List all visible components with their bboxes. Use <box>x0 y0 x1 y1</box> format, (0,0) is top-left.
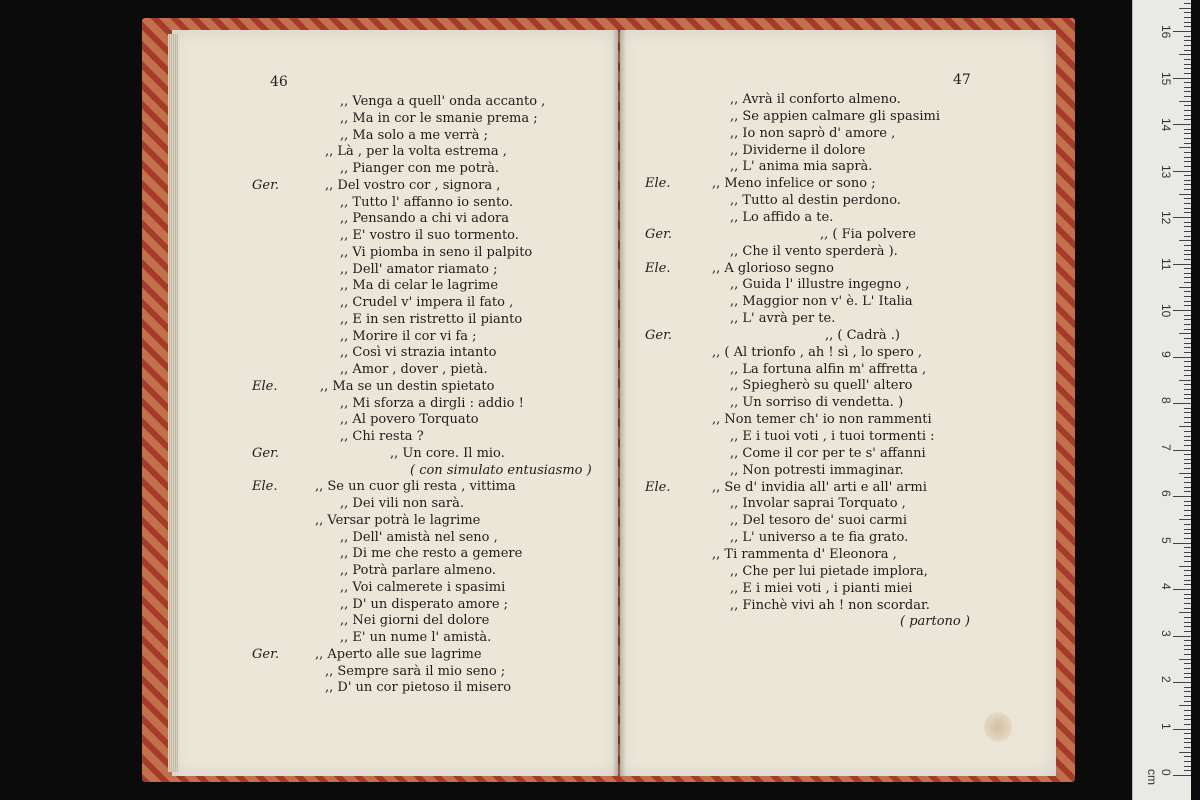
ruler-tick <box>1184 268 1191 269</box>
ruler-label: 2 <box>1159 676 1173 683</box>
verse-line: ,, Dividerne il dolore <box>730 142 866 158</box>
verse-line: ,, L' anima mia saprà. <box>730 159 873 175</box>
ruler-tick <box>1179 194 1191 195</box>
ruler-tick <box>1184 501 1191 502</box>
ruler-tick <box>1184 273 1191 274</box>
ruler-tick <box>1184 570 1191 571</box>
verse-line: ,, A glorioso segno <box>712 260 834 276</box>
ruler-label: 14 <box>1159 118 1173 132</box>
ruler-tick <box>1184 133 1191 134</box>
ruler-tick <box>1184 454 1191 455</box>
ruler-tick <box>1184 45 1191 46</box>
verse-line: ,, Ti rammenta d' Eleonora , <box>712 546 897 562</box>
speaker-label: Ger. <box>252 177 279 193</box>
ruler-tick <box>1173 217 1191 218</box>
ruler-tick <box>1184 594 1191 595</box>
ruler-tick <box>1184 282 1191 283</box>
ruler-tick <box>1179 659 1191 660</box>
verse-line: ,, E' un nume l' amistà. <box>340 630 492 645</box>
ruler-tick <box>1184 710 1191 711</box>
verse-line: ,, Tutto al destin perdono. <box>730 193 901 209</box>
ruler-tick <box>1184 73 1191 74</box>
ruler-tick <box>1184 398 1191 399</box>
ruler-tick <box>1184 189 1191 190</box>
ruler-tick <box>1184 338 1191 339</box>
ruler-tick <box>1184 184 1191 185</box>
ruler-label: 0 cm <box>1145 769 1173 785</box>
ruler-tick <box>1184 701 1191 702</box>
ruler-tick <box>1184 463 1191 464</box>
ruler-tick <box>1184 696 1191 697</box>
ruler-label: 4 <box>1159 583 1173 590</box>
ruler-tick <box>1184 305 1191 306</box>
verse-line: ,, Nei giorni del dolore <box>340 613 490 629</box>
ruler-tick <box>1184 236 1191 237</box>
ruler-tick <box>1184 487 1191 488</box>
ruler-tick <box>1184 603 1191 604</box>
verse-line: ,, Dei vili non sarà. <box>340 496 464 511</box>
verse-line: ,, Meno infelice or sono ; <box>712 176 876 192</box>
verse-line: ,, ( Al trionfo , ah ! sì , lo spero , <box>712 344 923 360</box>
ruler-tick <box>1179 473 1191 474</box>
ruler-tick <box>1184 622 1191 623</box>
ruler-tick <box>1184 375 1191 376</box>
ruler-tick <box>1184 529 1191 530</box>
ruler-tick <box>1184 245 1191 246</box>
ruler-tick <box>1184 36 1191 37</box>
ruler-tick <box>1184 291 1191 292</box>
verse-line: ,, E i miei voti , i pianti miei <box>730 580 913 596</box>
verse-line: ( partono ) <box>900 614 970 630</box>
ruler-tick <box>1173 775 1191 776</box>
ruler-tick <box>1184 161 1191 162</box>
ruler-label: 1 <box>1159 722 1173 730</box>
ruler-tick <box>1184 366 1191 367</box>
ruler-tick <box>1184 315 1191 316</box>
verse-line: ,, Voi calmerete i spasimi <box>340 579 506 595</box>
verse-line: ,, Io non saprò d' amore , <box>730 125 896 141</box>
ruler-tick <box>1184 459 1191 460</box>
ruler-tick <box>1184 505 1191 506</box>
speaker-label: Ele. <box>645 260 671 276</box>
ruler-tick <box>1173 496 1191 497</box>
ruler-label: 16 <box>1159 25 1173 39</box>
speaker-label: Ele. <box>645 176 671 192</box>
ruler-tick <box>1173 310 1191 311</box>
ruler-label: 12 <box>1159 211 1173 225</box>
ruler-tick <box>1184 82 1191 83</box>
ruler-tick <box>1184 468 1191 469</box>
ruler-tick <box>1184 208 1191 209</box>
ruler-tick <box>1184 175 1191 176</box>
ruler-label: 15 <box>1159 71 1173 85</box>
verse-line: ,, Aperto alle sue lagrime <box>315 646 482 662</box>
verse-line: ,, Come il cor per te s' affanni <box>730 445 926 461</box>
verse-line: ,, La fortuna alfin m' affretta , <box>730 361 927 377</box>
ruler-tick <box>1184 515 1191 516</box>
verse-line: ,, Un core. Il mio. <box>390 445 505 461</box>
ruler-tick <box>1184 756 1191 757</box>
ruler-tick <box>1179 612 1191 613</box>
ruler-tick <box>1184 431 1191 432</box>
ruler-tick <box>1184 119 1191 120</box>
ruler-tick <box>1184 129 1191 130</box>
verse-line: ,, E i tuoi voti , i tuoi tormenti : <box>730 429 935 444</box>
ruler-tick <box>1184 547 1191 548</box>
verse-line: ,, Che per lui pietade implora, <box>730 563 928 579</box>
ruler-tick <box>1184 733 1191 734</box>
ruler-tick <box>1179 566 1191 567</box>
ruler-tick <box>1184 626 1191 627</box>
ruler-tick <box>1184 17 1191 18</box>
ruler-tick <box>1184 64 1191 65</box>
speaker-label: Ele. <box>252 378 278 394</box>
verse-line: ,, Sempre sarà il mio seno ; <box>325 663 506 679</box>
ruler-tick <box>1184 301 1191 302</box>
ruler-tick <box>1184 445 1191 446</box>
ruler-tick <box>1184 40 1191 41</box>
verse-line: ,, Del tesoro de' suoi carmi <box>730 513 908 529</box>
verse-line: ,, Di me che resto a gemere <box>340 546 523 562</box>
ruler-tick <box>1184 96 1191 97</box>
verse-line: ,, Versar potrà le lagrime <box>315 512 481 528</box>
ruler-tick <box>1184 296 1191 297</box>
ruler-tick <box>1184 715 1191 716</box>
verse-line: ,, Morire il cor vi fa ; <box>340 328 477 344</box>
verse-line: ,, Se un cuor gli resta , vittima <box>315 479 516 495</box>
verse-line: ,, Pianger con me potrà. <box>340 161 500 176</box>
verse-line: ,, Lo affido a te. <box>730 209 834 225</box>
verse-line: ,, E in sen ristretto il pianto <box>340 311 523 327</box>
ruler-tick <box>1184 436 1191 437</box>
verse-line: ,, Maggior non v' è. L' Italia <box>730 294 913 310</box>
ruler-tick <box>1184 408 1191 409</box>
ruler-tick <box>1184 138 1191 139</box>
ruler-tick <box>1184 412 1191 413</box>
speaker-label: Ele. <box>645 479 671 495</box>
ruler-tick <box>1184 738 1191 739</box>
ruler-tick <box>1173 543 1191 544</box>
ruler-tick <box>1184 673 1191 674</box>
ruler-tick <box>1184 198 1191 199</box>
ruler-tick <box>1184 87 1191 88</box>
ruler-tick <box>1173 682 1191 683</box>
verse-line: ,, E' vostro il suo tormento. <box>340 228 519 243</box>
ruler-tick <box>1184 724 1191 725</box>
ruler-tick <box>1173 450 1191 451</box>
verse-line: ,, D' un cor pietoso il misero <box>325 680 512 696</box>
ruler-tick <box>1184 361 1191 362</box>
ruler-tick <box>1184 538 1191 539</box>
verse-line: ,, D' un disperato amore ; <box>340 596 509 612</box>
verse-line: ,, Al povero Torquato <box>340 412 479 428</box>
speaker-label: Ger. <box>645 226 672 242</box>
verse-line: ,, Avrà il conforto almeno. <box>730 92 901 107</box>
ruler-label: 10 <box>1159 304 1173 318</box>
ruler-tick <box>1184 663 1191 664</box>
verse-line: ,, Crudel v' impera il fato , <box>340 295 514 310</box>
verse-line: ,, ( Cadrà .) <box>825 327 900 343</box>
verse-line: ,, Spiegherò su quell' altero <box>730 378 913 394</box>
ruler-tick <box>1184 691 1191 692</box>
ruler-tick <box>1184 608 1191 609</box>
ruler-tick <box>1184 524 1191 525</box>
ruler-tick <box>1184 26 1191 27</box>
speaker-label: Ger. <box>645 327 672 343</box>
ruler-tick <box>1184 12 1191 13</box>
ruler-tick <box>1184 556 1191 557</box>
ruler-tick <box>1184 384 1191 385</box>
ruler-tick <box>1173 171 1191 172</box>
verse-line: ,, Mi sforza a dirgli : addio ! <box>340 395 524 411</box>
ruler-tick <box>1184 510 1191 511</box>
verse-line: ,, Se appien calmare gli spasimi <box>730 108 941 124</box>
ruler-tick <box>1184 654 1191 655</box>
ruler-tick <box>1184 598 1191 599</box>
ruler-tick <box>1184 649 1191 650</box>
ruler-tick <box>1179 147 1191 148</box>
verse-line: ,, L' avrà per te. <box>730 311 836 327</box>
verse-line: ,, Tutto l' affanno io sento. <box>340 194 513 210</box>
ruler-label: 5 <box>1159 536 1173 544</box>
ruler-tick <box>1184 212 1191 213</box>
verse-line: ,, Non temer ch' io non rammenti <box>712 412 932 428</box>
verse-line: ,, Se d' invidia all' arti e all' armi <box>712 479 927 495</box>
ruler-tick <box>1184 115 1191 116</box>
verse-line: ,, Potrà parlare almeno. <box>340 563 497 578</box>
ruler-label: 11 <box>1159 257 1173 270</box>
ruler-tick <box>1184 277 1191 278</box>
verse-line: ,, Del vostro cor , signora , <box>325 177 501 193</box>
ruler-tick <box>1184 166 1191 167</box>
ruler-tick <box>1184 226 1191 227</box>
ruler-tick <box>1184 250 1191 251</box>
measurement-ruler <box>1132 0 1191 800</box>
ruler-tick <box>1184 3 1191 4</box>
verse-line: ( con simulato entusiasmo ) <box>410 462 592 478</box>
verse-line: ,, Ma se un destin spietato <box>320 378 495 394</box>
ruler-tick <box>1184 719 1191 720</box>
ruler-tick <box>1184 370 1191 371</box>
ruler-tick <box>1184 491 1191 492</box>
ruler-tick <box>1173 124 1191 125</box>
ruler-tick <box>1184 231 1191 232</box>
ruler-tick <box>1173 264 1191 265</box>
verse-line: ,, Venga a quell' onda accanto , <box>340 94 546 109</box>
ruler-tick <box>1184 617 1191 618</box>
verse-line: ,, Là , per la volta estrema , <box>325 144 507 160</box>
verse-line: ,, Così vi strazia intanto <box>340 345 497 361</box>
ruler-tick <box>1184 552 1191 553</box>
ruler-label: 8 <box>1159 397 1173 404</box>
book-gutter <box>612 30 626 776</box>
ruler-tick <box>1173 357 1191 358</box>
ruler-tick <box>1184 329 1191 330</box>
verse-line: ,, Dell' amistà nel seno , <box>340 529 498 545</box>
ruler-tick <box>1184 747 1191 748</box>
ruler-tick <box>1184 394 1191 395</box>
ruler-tick <box>1184 770 1191 771</box>
page-edges <box>168 34 178 772</box>
ruler-tick <box>1179 54 1191 55</box>
ruler-tick <box>1184 440 1191 441</box>
ruler-tick <box>1184 254 1191 255</box>
verse-line: ,, Involar saprai Torquato , <box>730 496 906 512</box>
verse-line: ,, Che il vento sperderà ). <box>730 243 898 259</box>
verse-line: ,, Amor , dover , pietà. <box>340 362 488 377</box>
paper-stain <box>984 712 1012 742</box>
speaker-label: Ger. <box>252 646 279 662</box>
ruler-tick <box>1173 31 1191 32</box>
verse-line: ,, Guida l' illustre ingegno , <box>730 277 910 293</box>
ruler-tick <box>1184 761 1191 762</box>
ruler-tick <box>1184 59 1191 60</box>
verse-line: ,, Un sorriso di vendetta. ) <box>730 395 904 411</box>
ruler-label: 7 <box>1159 443 1173 451</box>
ruler-tick <box>1173 403 1191 404</box>
ruler-tick <box>1184 259 1191 260</box>
ruler-tick <box>1184 22 1191 23</box>
ruler-label: 9 <box>1159 350 1173 358</box>
ruler-tick <box>1179 240 1191 241</box>
ruler-tick <box>1184 180 1191 181</box>
ruler-tick <box>1173 589 1191 590</box>
ruler-tick <box>1184 580 1191 581</box>
verse-line: ,, ( Fia polvere <box>820 226 916 242</box>
ruler-label: 6 <box>1159 490 1173 497</box>
ruler-tick <box>1179 101 1191 102</box>
ruler-tick <box>1184 143 1191 144</box>
verse-line: ,, L' universo a te fia grato. <box>730 530 909 546</box>
ruler-tick <box>1184 352 1191 353</box>
ruler-tick <box>1184 343 1191 344</box>
ruler-tick <box>1184 389 1191 390</box>
verse-line: ,, Ma in cor le smanie prema ; <box>340 110 538 126</box>
ruler-tick <box>1184 645 1191 646</box>
ruler-tick <box>1184 640 1191 641</box>
ruler-tick <box>1184 152 1191 153</box>
ruler-tick <box>1184 631 1191 632</box>
ruler-tick <box>1179 287 1191 288</box>
ruler-tick <box>1184 324 1191 325</box>
verse-line: ,, Finchè vivi ah ! non scordar. <box>730 597 930 613</box>
verse-line: ,, Non potresti immaginar. <box>730 462 904 478</box>
page-number-left: 46 <box>270 74 288 90</box>
ruler-tick <box>1179 8 1191 9</box>
ruler-tick <box>1184 766 1191 767</box>
ruler-tick <box>1173 729 1191 730</box>
ruler-tick <box>1184 482 1191 483</box>
page-number-right: 47 <box>953 72 971 88</box>
ruler-tick <box>1173 78 1191 79</box>
ruler-tick <box>1173 636 1191 637</box>
ruler-tick <box>1184 157 1191 158</box>
ruler-tick <box>1179 426 1191 427</box>
ruler-tick <box>1184 222 1191 223</box>
ruler-tick <box>1184 561 1191 562</box>
ruler-tick <box>1184 417 1191 418</box>
verse-line: ,, Pensando a chi vi adora <box>340 211 510 227</box>
ruler-tick <box>1184 91 1191 92</box>
ruler-tick <box>1179 752 1191 753</box>
ruler-tick <box>1184 105 1191 106</box>
ruler-tick <box>1184 50 1191 51</box>
ruler-label: 13 <box>1159 164 1173 178</box>
ruler-tick <box>1179 380 1191 381</box>
ruler-label: 3 <box>1159 629 1173 637</box>
ruler-tick <box>1184 584 1191 585</box>
ruler-tick <box>1184 575 1191 576</box>
ruler-tick <box>1179 333 1191 334</box>
ruler-tick <box>1184 533 1191 534</box>
ruler-tick <box>1184 742 1191 743</box>
ruler-tick <box>1179 519 1191 520</box>
ruler-tick <box>1179 705 1191 706</box>
ruler-tick <box>1184 668 1191 669</box>
ruler-tick <box>1184 677 1191 678</box>
verse-line: ,, Dell' amator riamato ; <box>340 261 498 277</box>
speaker-label: Ele. <box>252 479 278 495</box>
speaker-label: Ger. <box>252 445 279 461</box>
ruler-tick <box>1184 477 1191 478</box>
verse-line: ,, Ma di celar le lagrime <box>340 278 499 294</box>
verse-line: ,, Chi resta ? <box>340 429 424 444</box>
ruler-tick <box>1184 347 1191 348</box>
ruler-tick <box>1184 110 1191 111</box>
ruler-tick <box>1184 203 1191 204</box>
ruler-tick <box>1184 687 1191 688</box>
verse-line: ,, Ma solo a me verrà ; <box>340 127 488 143</box>
ruler-tick <box>1184 68 1191 69</box>
ruler-tick <box>1184 319 1191 320</box>
ruler-tick <box>1184 422 1191 423</box>
verse-line: ,, Vi piomba in seno il palpito <box>340 244 533 260</box>
